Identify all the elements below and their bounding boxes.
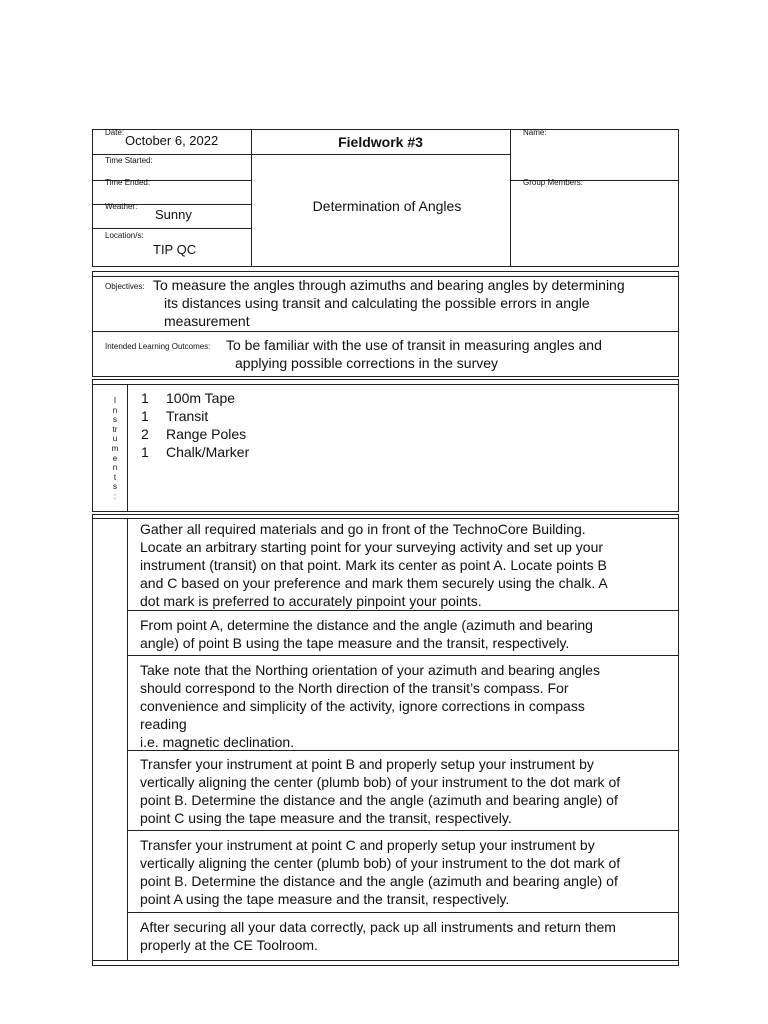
procedures-bottom-line (92, 960, 679, 961)
instrument-name: 100m Tape (166, 390, 236, 406)
instruments-letter: u (112, 434, 118, 444)
location-label: Location/s: (105, 231, 144, 240)
ilo-line-2: applying possible corrections in the survey (235, 355, 499, 371)
instrument-name: Transit (166, 408, 209, 424)
instruments-top-line (92, 384, 679, 385)
instrument-item (141, 407, 208, 425)
procedure-line: After securing all your data correctly, pack up all instruments and return them (140, 919, 616, 935)
procedure-line: should correspond to the North direction of the transit’s compass. For (140, 680, 569, 696)
procedure-line: Transfer your instrument at point B and properly setup your instrument by (140, 756, 594, 772)
ilo-line-1: To be familiar with the use of transit in measuring angles and (226, 337, 602, 353)
procedure-line: instrument (transit) on that point. Mark its center as point A. Locate points B (140, 557, 607, 573)
procedure-step (140, 520, 675, 610)
procedure-line: convenience and simplicity of the activity, ignore corrections in compass (140, 698, 585, 714)
procedure-line: i.e. magnetic declination. (140, 734, 295, 750)
procedure-line: point B. Determine the distance and the angle (azimuth and bearing angle) of (140, 873, 618, 889)
instrument-item (141, 389, 235, 407)
procedures-divider (127, 518, 128, 960)
procedure-line: Take note that the Northing orientation of your azimuth and bearing angles (140, 662, 600, 678)
objectives-label: Objectives: (105, 282, 145, 291)
procedure-line: point B. Determine the distance and the angle (azimuth and bearing angle) of (140, 792, 618, 808)
instruments-letter: tr (112, 424, 118, 434)
time-ended-label: Time Ended: (105, 178, 151, 187)
objectives-line-2: its distances using transit and calculating the possible errors in angle (164, 295, 590, 311)
procedure-row-line (127, 655, 679, 656)
procedure-step (140, 918, 675, 954)
procedure-step (140, 661, 675, 751)
objectives-line-3: measurement (164, 313, 250, 329)
location-value: TIP QC (153, 242, 197, 257)
procedure-line: properly at the CE Toolroom. (140, 937, 318, 953)
instruments-letter: s (113, 482, 117, 492)
instruments-letter: n (112, 405, 118, 415)
procedure-line: point C using the tape measure and the transit, respectively. (140, 810, 512, 826)
row-line-location (92, 228, 251, 229)
procedure-row-line (127, 610, 679, 611)
procedure-line: Gather all required materials and go in front of the TechnoCore Building. (140, 521, 586, 537)
instrument-qty: 1 (141, 444, 149, 460)
name-label: Name: (523, 128, 547, 137)
row-line-time-started (92, 154, 251, 155)
instruments-letter: e (112, 453, 118, 463)
procedure-step (140, 616, 675, 652)
procedure-line: point A using the tape measure and the transit, respectively. (140, 891, 510, 907)
instruments-letter: : (113, 491, 117, 501)
weather-value: Sunny (155, 207, 192, 222)
instruments-vertical-label (108, 396, 122, 502)
group-members-label: Group Members: (523, 178, 584, 187)
instruments-letter: I (113, 396, 117, 405)
ilo-divider-line (92, 331, 679, 332)
procedure-line: Transfer your instrument at point C and properly setup your instrument by (140, 837, 595, 853)
objectives-line-1: To measure the angles through azimuths and bearing angles by determining (153, 277, 625, 293)
instruments-letter: n (112, 463, 118, 473)
procedure-step (140, 836, 675, 908)
instrument-qty: 1 (141, 408, 149, 424)
procedure-line: vertically aligning the center (plumb bob) of your instrument to the dot mark of (140, 774, 621, 790)
procedure-line: Locate an arbitrary starting point for your surveying activity and set up your (140, 539, 604, 555)
procedure-line: angle) of point B using the tape measure and the transit, respectively. (140, 635, 570, 651)
instruments-divider (127, 384, 128, 512)
instrument-qty: 1 (141, 390, 149, 406)
procedure-row-line (127, 830, 679, 831)
weather-label: Weather: (105, 202, 138, 211)
instruments-letter: s (113, 415, 117, 425)
date-label: Date: (105, 128, 125, 137)
procedure-line: and C based on your preference and mark them securely using the chalk. A (140, 575, 608, 591)
procedure-line: dot mark is preferred to accurately pinpoint your points. (140, 593, 482, 609)
fieldwork-title: Fieldwork #3 (338, 134, 423, 150)
header-title-underline (251, 154, 510, 155)
procedures-top-line (92, 518, 679, 519)
instruments-letter: t (113, 472, 117, 482)
instrument-name: Chalk/Marker (166, 444, 250, 460)
instrument-name: Range Poles (166, 426, 247, 442)
date-value: October 6, 2022 (125, 133, 219, 148)
procedure-row-line (127, 912, 679, 913)
ilo-label: Intended Learning Outcomes: (105, 342, 211, 351)
procedure-line: reading (140, 716, 187, 732)
procedure-step (140, 755, 675, 827)
procedure-line: vertically aligning the center (plumb bob) of your instrument to the dot mark of (140, 855, 621, 871)
instrument-item (141, 425, 246, 443)
instrument-qty: 2 (141, 426, 149, 442)
procedure-line: From point A, determine the distance and the angle (azimuth and bearing (140, 617, 593, 633)
time-started-label: Time Started: (105, 156, 153, 165)
instrument-item (141, 443, 249, 461)
activity-title: Determination of Angles (312, 198, 462, 214)
instruments-letter: m (111, 443, 119, 453)
